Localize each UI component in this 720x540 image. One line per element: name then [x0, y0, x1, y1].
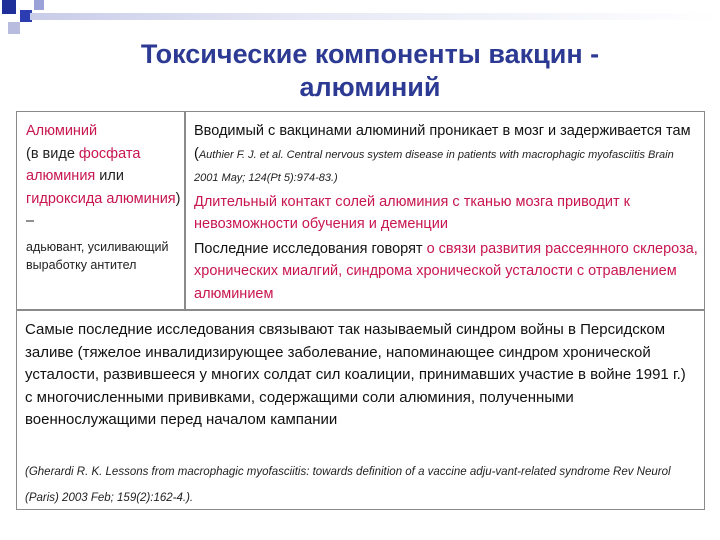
aluminium-info-box	[16, 111, 185, 310]
desc-or: или	[95, 168, 124, 184]
aluminium-description	[26, 120, 186, 233]
brain-penetration-paragraph	[194, 120, 699, 190]
aluminium-effects-box	[185, 111, 705, 310]
desc-open: (в виде	[26, 145, 79, 162]
phosphate-term: фосфата	[78, 145, 141, 162]
slide-title: Токсические компоненты вакцин - алюминий	[140, 39, 600, 102]
gulf-war-text: Самые последние исследования связывают так называемый синдром войны в Персидском заливе (тяжелое инвалидизирующее заболевание, напоминающее синдром хронической усталости, развившееся у многих солдат сил коалиции, принимавших участие в войне 1991 г.) с многочисленными прививками, содержащими соли алюминия, полученными военнослужащими перед началом кампании	[25, 321, 686, 428]
aluminium-heading: Алюминий	[26, 123, 98, 139]
dementia-paragraph: Длительный контакт солей алюминия с тканью мозга приводит к невозможности обучения и деменции	[194, 193, 630, 232]
recent-research-lead: Последние исследования говорят	[194, 240, 427, 257]
hydroxide-term: гидроксида алюминия	[26, 190, 176, 207]
desc-close: ) –	[26, 190, 181, 229]
brain-penetration-text: Вводимый с вакцинами алюминий проникает в мозг и задерживается там (	[194, 123, 691, 162]
corner-square-decoration	[34, 0, 44, 10]
gherardi-citation: (Gherardi R. K. Lessons from macrophagic myofasciitis: towards definition of a vaccine adju-vant-related syndrome Rev Neurol (Paris) 2003 Feb; 159(2):162-4.).	[25, 466, 671, 504]
effects-text	[194, 120, 699, 305]
authier-citation: Authier F. J. et al. Central nervous system disease in patients with macrophagic myofasciitis Brain 2001 May; 124(Pt 5):974-83.)	[194, 148, 674, 184]
adjuvant-note: адьювант, усиливающий выработку антител	[26, 240, 169, 272]
recent-research-findings: о связи развития рассеянного склероза, хронических миалгий, синдрома хронической усталости с отравлением алюминием	[194, 240, 698, 302]
gulf-war-syndrome-box	[16, 310, 705, 510]
recent-research-paragraph	[194, 238, 699, 306]
header-fade-bar	[30, 13, 720, 20]
corner-square-decoration	[8, 22, 20, 34]
aluminium-word: алюминия	[26, 168, 96, 184]
corner-square-decoration	[2, 0, 16, 14]
